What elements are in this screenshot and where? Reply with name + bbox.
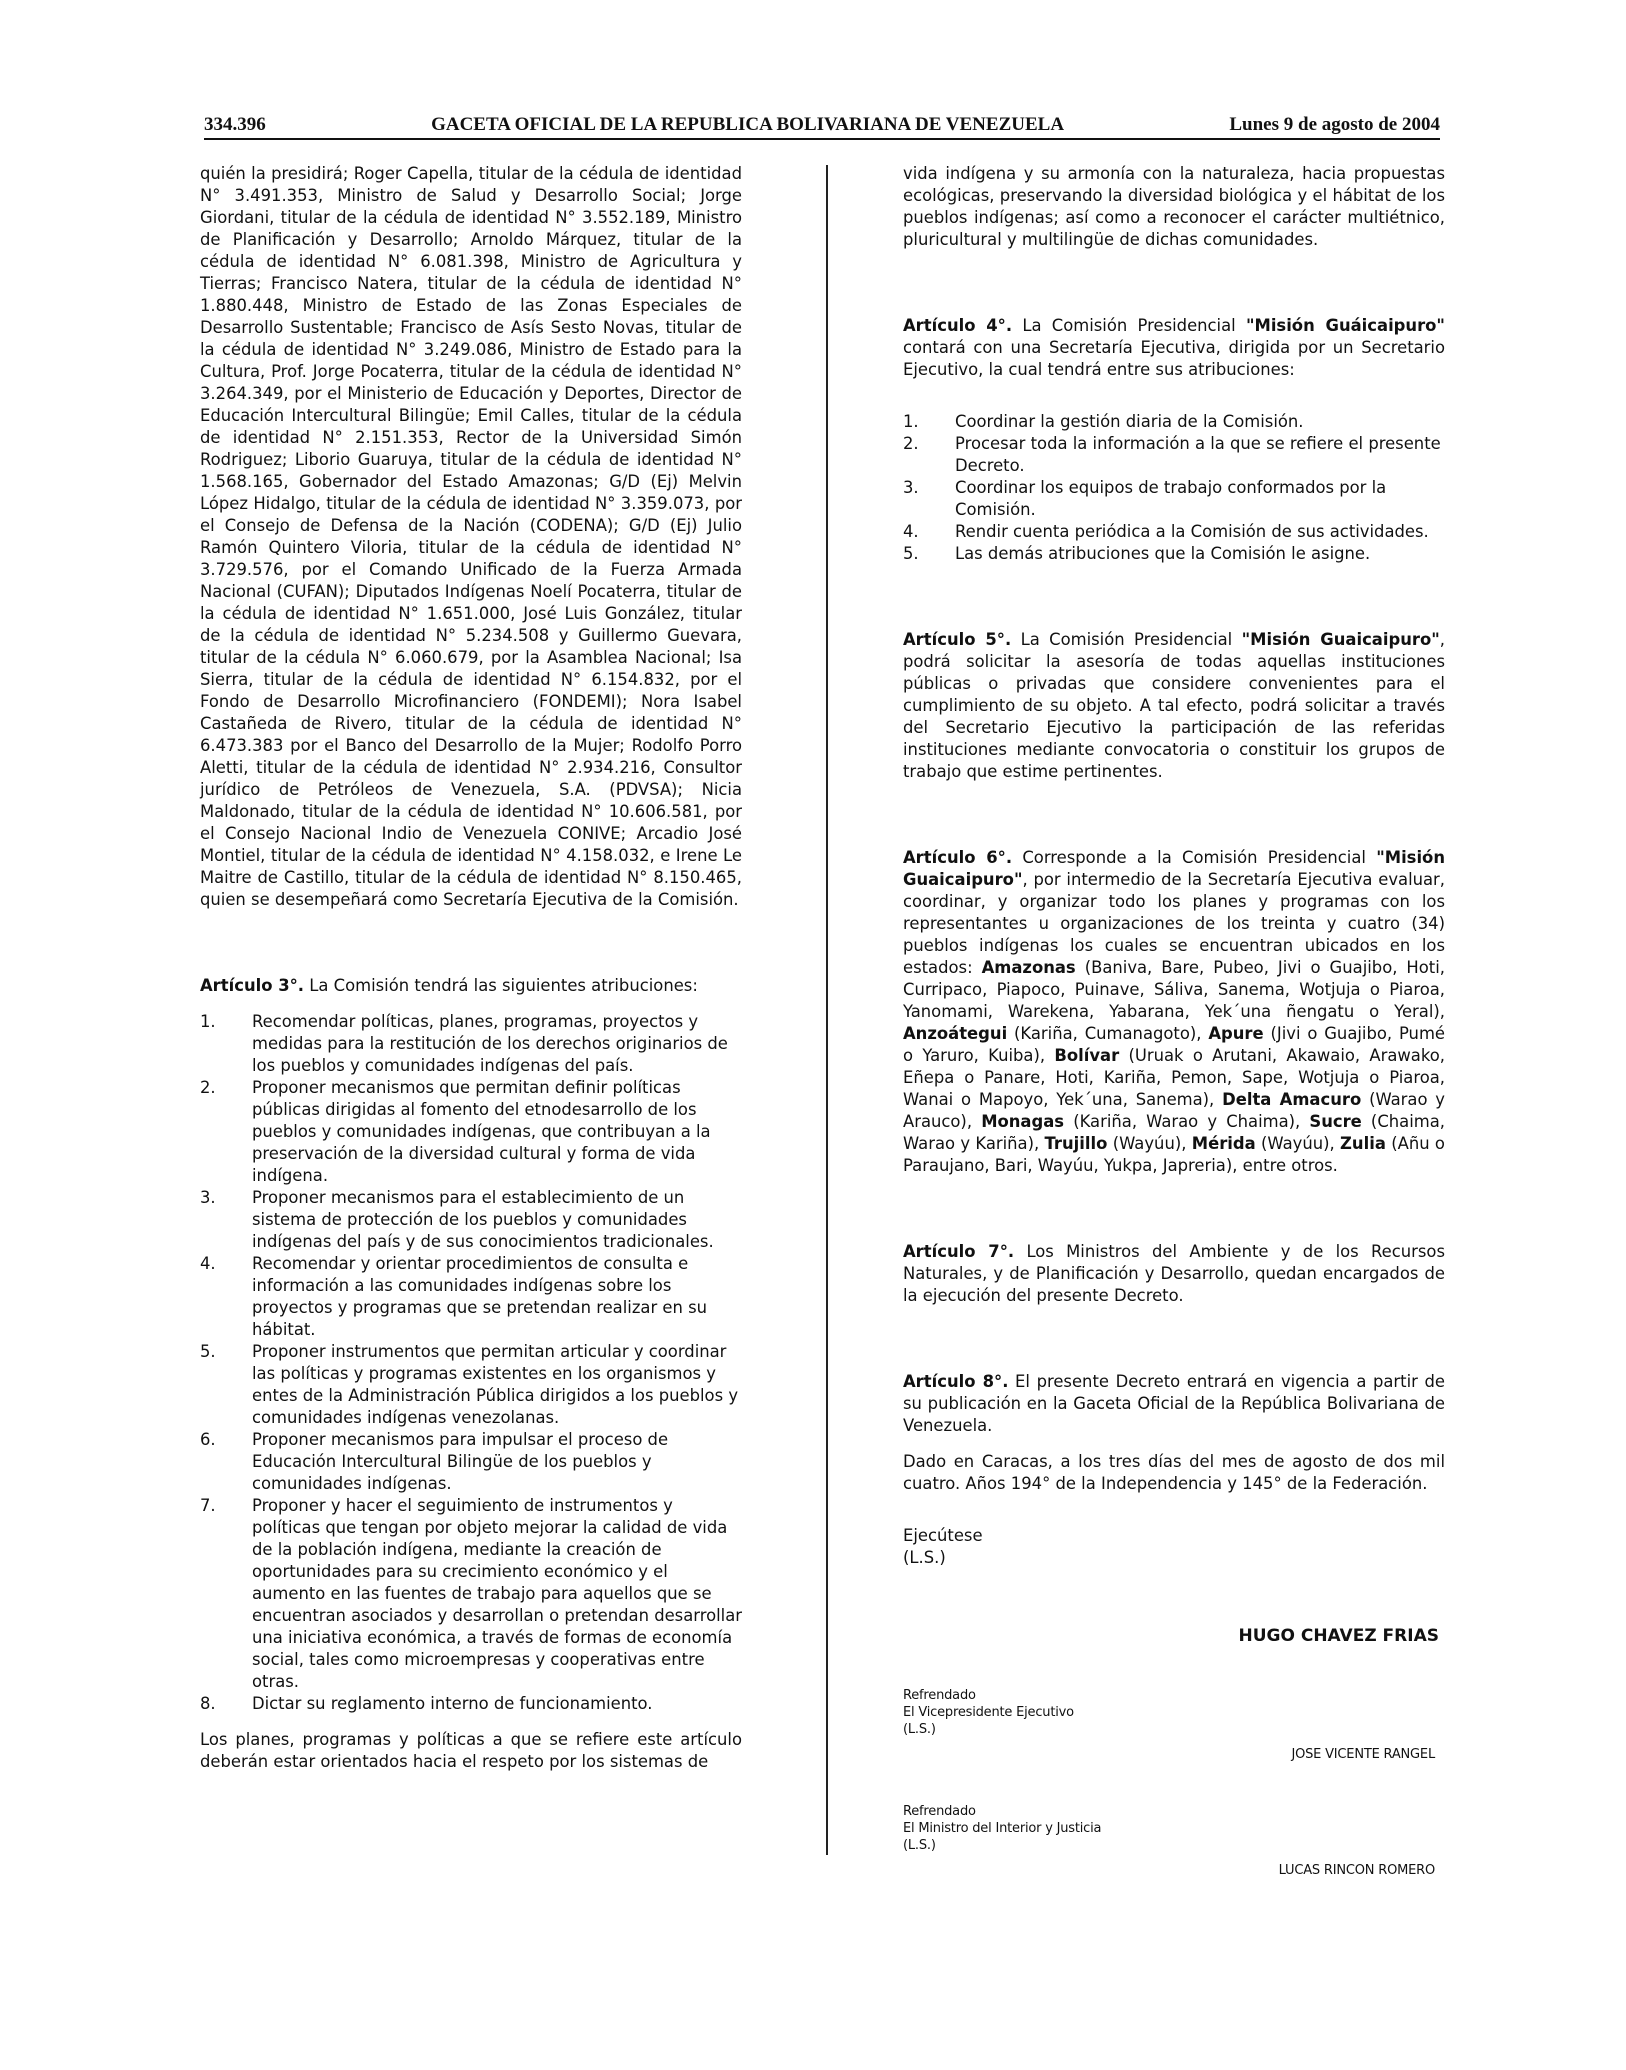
countersign-2-seal: (L.S.) <box>903 1838 936 1853</box>
article-3-list-item-number: 4. <box>200 1254 216 1273</box>
article-4-title: Artículo 4°. <box>903 316 1013 335</box>
state-peoples: (Wayúu), <box>1107 1134 1192 1153</box>
article-3-list-item <box>200 1495 742 1693</box>
given-paragraph: Dado en Caracas, a los tres días del mes de agosto de dos mil cuatro. Años 194° de la Independencia y 145° de la Federación. <box>903 1452 1445 1493</box>
publication-title: GACETA OFICIAL DE LA REPUBLICA BOLIVARIANA DE VENEZUELA <box>431 114 1065 135</box>
article-4 <box>903 315 1445 381</box>
article-5-title: Artículo 5°. <box>903 630 1012 649</box>
article-4-list <box>903 411 1445 565</box>
column-divider <box>826 165 828 1855</box>
article-3-list-item-number: 8. <box>200 1694 216 1713</box>
article-4-list-item-text: Procesar toda la información a la que se refiere el presente Decreto. <box>955 434 1441 475</box>
state-peoples: (Añu o Paraujano, Bari, Wayúu, Yukpa, Japreria), entre otros. <box>903 1134 1445 1175</box>
state-name: Sucre <box>1309 1112 1362 1131</box>
header-rule <box>204 138 1440 140</box>
article-3-list-item-number: 6. <box>200 1430 216 1449</box>
article-3-list-item-text: Proponer mecanismos para el establecimiento de un sistema de protección de los pueblos y comunidades indígenas del país y de sus conocimientos tradicionales. <box>252 1188 714 1251</box>
signer-name: HUGO CHAVEZ FRIAS <box>1238 1626 1439 1646</box>
state-peoples: (Uruak o Arutani, Akawaio, Arawako, Eñepa o Panare, Hoti, Kariña, Pemon, Sape, Wotjuja o Piaroa, Wanai o Mapoyo, Yek´una, Sanema), <box>903 1046 1445 1109</box>
state-name: Trujillo <box>1044 1134 1108 1153</box>
article-3-list-item-text: Proponer mecanismos que permitan definir políticas públicas dirigidas al fomento del etnodesarrollo de los pueblos y comunidades indígenas, que contribuyan a la preservación de la diversidad cultural y forma de vida indígena. <box>252 1078 711 1185</box>
state-name: Anzoátegui <box>903 1024 1008 1043</box>
article-3-list-item-text: Proponer instrumentos que permitan articular y coordinar las políticas y programas existentes en los organismos y entes de la Administración Pública dirigidos a los pueblos y comunidades indígenas venezolanas. <box>252 1342 739 1427</box>
article-3-list <box>200 1011 742 1715</box>
countersign-1-label: Refrendado <box>903 1688 976 1703</box>
article-4-list-item-number: 1. <box>903 412 919 431</box>
article-4-list-item-text: Coordinar la gestión diaria de la Comisión. <box>955 412 1304 431</box>
intro-paragraph: quién la presidirá; Roger Capella, titular de la cédula de identidad N° 3.491.353, Ministro de Salud y Desarrollo Social; Jorge Giordani, titular de la cédula de identidad N° 3.552.189, Ministro de Planificación y Desarrollo; Arnoldo Márquez, titular de la cédula de identidad N° 6.081.398, Ministro de Agricultura y Tierras; Francisco Natera, titular de la cédula de identidad N° 1.880.448, Ministro de Estado de las Zonas Especiales de Desarrollo Sustentable; Francisco de Asís Sesto Novas, titular de la cédula de identidad N° 3.249.086, Ministro de Estado para la Cultura, Prof. Jorge Pocaterra, titular de la cédula de identidad N° 3.264.349, por el Ministerio de Educación y Deportes, Director de Educación Intercultural Bilingüe; Emil Calles, titular de la cédula de identidad N° 2.151.353, Rector de la Universidad Simón Rodriguez; Liborio Guaruya, titular de la cédula de identidad N° 1.568.165, Gobernador del Estado Amazonas; G/D (Ej) Melvin López Hidalgo, titular de la cédula de identidad N° 3.359.073, por el Consejo de Defensa de la Nación (CODENA); G/D (Ej) Julio Ramón Quintero Viloria, titular de la cédula de identidad N° 3.729.576, por el Comando Unificado de la Fuerza Armada Nacional (CUFAN); Diputados Indígenas Noelí Pocaterra, titular de la cédula de identidad N° 1.651.000, José Luis González, titular de la cédula de identidad N° 5.234.508 y Guillermo Guevara, titular de la cédula N° 6.060.679, por la Asamblea Nacional; Isa Sierra, titular de la cédula de identidad N° 6.154.832, por el Fondo de Desarrollo Microfinanciero (FONDEMI); Nora Isabel Castañeda de Rivero, titular de la cédula de identidad N° 6.473.383 por el Banco del Desarrollo de la Mujer; Rodolfo Porro Aletti, titular de la cédula de identidad N° 2.934.216, Consultor jurídico de Petróleos de Venezuela, S.A. (PDVSA); Nicia Maldonado, titular de la cédula de identidad N° 10.606.581, por el Consejo Nacional Indio de Venezuela CONIVE; Arcadio José Montiel, titular de la cédula de identidad N° 4.158.032, e Irene Le Maitre de Castillo, titular de la cédula de identidad N° 8.150.465, quien se desempeñará como Secretaría Ejecutiva de la Comisión. <box>200 164 742 909</box>
article-3-list-item <box>200 1187 742 1253</box>
article-3-list-item <box>200 1077 742 1187</box>
state-peoples: (Wayúu), <box>1255 1134 1341 1153</box>
article-3-list-item <box>200 1693 742 1715</box>
article-6-text-a: Corresponde a la Comisión Presidencial <box>1022 848 1377 867</box>
article-3-list-item-number: 5. <box>200 1342 216 1361</box>
article-3-list-item-text: Recomendar políticas, planes, programas, proyectos y medidas para la restitución de los derechos originarios de los pueblos y comunidades indígenas del país. <box>252 1012 728 1075</box>
states-list <box>903 958 1445 1175</box>
right-column <box>903 163 1445 1879</box>
state-name: Zulia <box>1340 1134 1386 1153</box>
seal-line: (L.S.) <box>903 1548 946 1567</box>
countersign-1-name: JOSE VICENTE RANGEL <box>1291 1747 1435 1762</box>
countersign-1-seal: (L.S.) <box>903 1722 936 1737</box>
article-6-mission-name: "Misión Guaicaipuro" <box>903 848 1445 889</box>
article-4-list-item-text: Rendir cuenta periódica a la Comisión de sus actividades. <box>955 522 1429 541</box>
article-4-list-item <box>903 433 1445 477</box>
countersign-1-role: El Vicepresidente Ejecutivo <box>903 1705 1074 1720</box>
article-5-text-b: , podrá solicitar la asesoría de todas aquellas instituciones públicas o privadas que considere convenientes para el cumplimiento de su objeto. A tal efecto, podrá solicitar a través del Secretario Ejecutivo la participación de las referidas instituciones mediante convocatoria o constituir los grupos de trabajo que estime pertinentes. <box>903 630 1445 781</box>
article-3-list-item <box>200 1253 742 1341</box>
article-4-text-b: contará con una Secretaría Ejecutiva, dirigida por un Secretario Ejecutivo, la cual tendrá entre sus atribuciones: <box>903 338 1445 379</box>
article-8-text: El presente Decreto entrará en vigencia a partir de su publicación en la Gaceta Oficial de la República Bolivariana de Venezuela. <box>903 1372 1445 1435</box>
article-4-list-item-number: 2. <box>903 434 919 453</box>
countersign-2-role: El Ministro del Interior y Justicia <box>903 1821 1102 1836</box>
state-peoples: (Kariña, Warao y Chaima), <box>1064 1112 1310 1131</box>
article-4-list-item-number: 5. <box>903 544 919 563</box>
article-4-list-item-number: 4. <box>903 522 919 541</box>
article-3-title: Artículo 3°. <box>200 976 305 995</box>
article-7-title: Artículo 7°. <box>903 1242 1015 1261</box>
countersign-2-label: Refrendado <box>903 1804 976 1819</box>
article-7-text: Los Ministros del Ambiente y de los Recursos Naturales, y de Planificación y Desarrollo, quedan encargados de la ejecución del presente Decreto. <box>903 1242 1445 1305</box>
page-number: 334.396 <box>204 114 266 135</box>
article-7 <box>903 1241 1445 1307</box>
article-4-list-item <box>903 477 1445 521</box>
state-name: Amazonas <box>981 958 1076 977</box>
state-peoples: (Baniva, Bare, Pubeo, Jivi o Guajibo, Hoti, Curripaco, Piapoco, Puinave, Sáliva, Sanema, Wotjuja o Piaroa, Yanomami, Warekena, Yabarana, Yek´una ñengatu o Yeral), <box>903 958 1445 1021</box>
article-3-list-item-text: Proponer mecanismos para impulsar el proceso de Educación Intercultural Bilingüe de los pueblos y comunidades indígenas. <box>252 1430 669 1493</box>
article-5-text-a: La Comisión Presidencial <box>1020 630 1242 649</box>
countersign-2-name: LUCAS RINCON ROMERO <box>1278 1863 1435 1878</box>
execute-line: Ejecútese <box>903 1526 983 1545</box>
article-8-title: Artículo 8°. <box>903 1372 1009 1391</box>
article-4-list-item-text: Las demás atribuciones que la Comisión le asigne. <box>955 544 1371 563</box>
state-name: Delta Amacuro <box>1222 1090 1362 1109</box>
article-3-list-item-number: 3. <box>200 1188 216 1207</box>
countersign-2 <box>903 1803 1445 1879</box>
article-3-list-item <box>200 1429 742 1495</box>
article-4-list-item <box>903 543 1445 565</box>
article-5-mission-name: "Misión Guaicaipuro" <box>1241 630 1440 649</box>
article-4-list-item <box>903 411 1445 433</box>
article-3-list-item <box>200 1341 742 1429</box>
article-5 <box>903 629 1445 783</box>
article-3 <box>200 975 742 997</box>
state-peoples: (Chaima, Warao y Kariña), <box>903 1112 1445 1153</box>
publication-date: Lunes 9 de agosto de 2004 <box>1229 114 1440 135</box>
article-6 <box>903 847 1445 1177</box>
state-name: Mérida <box>1191 1134 1256 1153</box>
article-3-list-item-text: Recomendar y orientar procedimientos de consulta e información a las comunidades indígenas sobre los proyectos y programas que se pretendan realizar en su hábitat. <box>252 1254 708 1339</box>
article-4-list-item-number: 3. <box>903 478 919 497</box>
article-6-title: Artículo 6°. <box>903 848 1013 867</box>
page-header <box>204 106 1440 136</box>
article-4-text-a: La Comisión Presidencial <box>1022 316 1246 335</box>
article-3-list-item-text: Dictar su reglamento interno de funcionamiento. <box>252 1694 653 1713</box>
article-4-list-item-text: Coordinar los equipos de trabajo conformados por la Comisión. <box>955 478 1387 519</box>
left-column <box>200 163 742 1773</box>
state-peoples: (Kariña, Cumanagoto), <box>1007 1024 1209 1043</box>
state-name: Bolívar <box>1054 1046 1120 1065</box>
countersign-1 <box>903 1687 1445 1763</box>
article-3-list-item-number: 1. <box>200 1012 216 1031</box>
state-peoples: (Warao y Arauco), <box>903 1090 1446 1131</box>
article-3-list-item <box>200 1011 742 1077</box>
article-8 <box>903 1371 1445 1437</box>
article-6-text-b: , por intermedio de la Secretaría Ejecutiva evaluar, coordinar, y organizar todo los planes y programas con los representantes u organizaciones de los treinta y cuatro (34) pueblos indígenas los cuales se encuentran ubicados en los estados: <box>903 870 1445 977</box>
article-3-text: La Comisión tendrá las siguientes atribuciones: <box>309 976 698 995</box>
article-3-list-item-number: 2. <box>200 1078 216 1097</box>
article-3-list-item-text: Proponer y hacer el seguimiento de instrumentos y políticas que tengan por objeto mejorar la calidad de vida de la población indígena, mediante la creación de oportunidades para su crecimiento económico y el aumento en las fuentes de trabajo para aquellos que se encuentran asociados y desarrollan o pretendan desarrollar una iniciativa económica, a través de formas de economía social, tales como microempresas y cooperativas entre otras. <box>252 1496 743 1691</box>
continuation-paragraph: vida indígena y su armonía con la naturaleza, hacia propuestas ecológicas, preservando la diversidad biológica y el hábitat de los pueblos indígenas; así como a reconocer el carácter multiétnico, pluricultural y multilingüe de dichas comunidades. <box>903 164 1445 249</box>
article-4-mission-name: "Misión Guáicaipuro" <box>1245 316 1445 335</box>
article-4-list-item <box>903 521 1445 543</box>
state-peoples: (Jivi o Guajibo, Pumé o Yaruro, Kuiba), <box>903 1024 1445 1065</box>
state-name: Apure <box>1208 1024 1264 1043</box>
article-3-list-item-number: 7. <box>200 1496 216 1515</box>
state-name: Monagas <box>981 1112 1065 1131</box>
closing-paragraph: Los planes, programas y políticas a que se refiere este artículo deberán estar orientados hacia el respeto por los sistemas de <box>200 1730 742 1771</box>
